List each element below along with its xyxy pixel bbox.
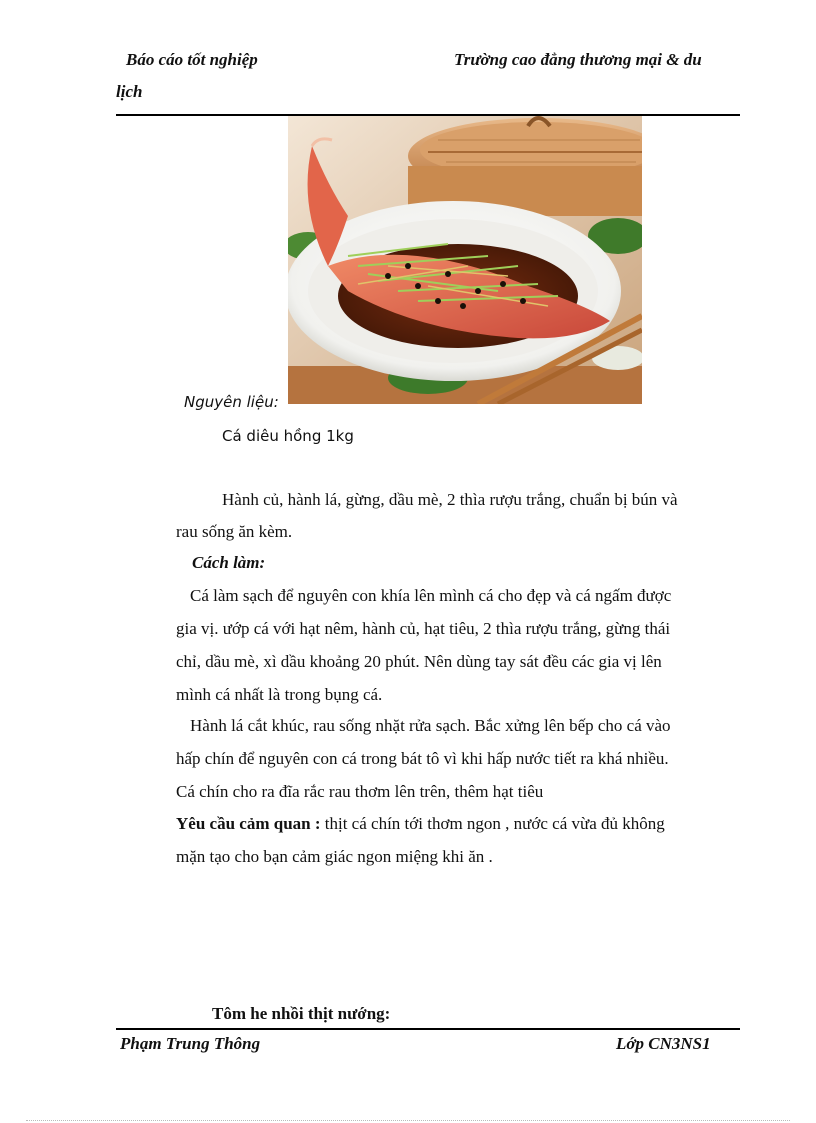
ingredients-label: Nguyên liệu: [184, 393, 279, 411]
requirement-label: Yêu cầu cảm quan : [176, 814, 321, 833]
footer-rule [116, 1028, 740, 1030]
header-right: Trường cao đẳng thương mại & du [454, 50, 702, 69]
ingredient-list-line-2: rau sống ăn kèm. [176, 522, 293, 541]
header-continuation: lịch [116, 82, 143, 101]
method-p1-line-1: Cá làm sạch để nguyên con khía lên mình cá cho đẹp và cá ngấm được [190, 586, 672, 605]
page-edge-dots [26, 1120, 790, 1121]
ingredient-list-line-1: Hành củ, hành lá, gừng, dầu mè, 2 thìa rượu trắng, chuẩn bị bún và [222, 490, 678, 509]
next-dish-title: Tôm he nhồi thịt nướng: [212, 1004, 391, 1023]
requirement-line-2: mặn tạo cho bạn cảm giác ngon miệng khi ăn . [176, 847, 493, 866]
method-p2-line-1: Hành lá cắt khúc, rau sống nhặt rửa sạch. Bắc xửng lên bếp cho cá vào [190, 716, 671, 735]
requirement-text: thịt cá chín tới thơm ngon , nước cá vừa đủ không [320, 814, 665, 833]
method-p2-line-2: hấp chín để nguyên con cá trong bát tô vì khi hấp nước tiết ra khá nhiều. [176, 749, 669, 768]
method-p2-line-3: Cá chín cho ra đĩa rắc rau thơm lên trên, thêm hạt tiêu [176, 782, 544, 801]
method-p1-line-3: chỉ, dầu mè, xì dầu khoảng 20 phút. Nên dùng tay sát đều các gia vị lên [176, 652, 662, 671]
method-label: Cách làm: [192, 553, 266, 572]
requirement-line-1 [176, 808, 665, 840]
footer-author: Phạm Trung Thông [120, 1034, 261, 1053]
header-left: Báo cáo tốt nghiệp [126, 50, 258, 69]
footer-class: Lớp CN3NS1 [616, 1034, 711, 1053]
method-p1-line-4: mình cá nhất là trong bụng cá. [176, 685, 383, 704]
dish-photo [288, 116, 642, 404]
method-p1-line-2: gia vị. ướp cá với hạt nêm, hành củ, hạt tiêu, 2 thìa rượu trắng, gừng thái [176, 619, 671, 638]
ingredient-fish: Cá diêu hồng 1kg [222, 427, 354, 445]
